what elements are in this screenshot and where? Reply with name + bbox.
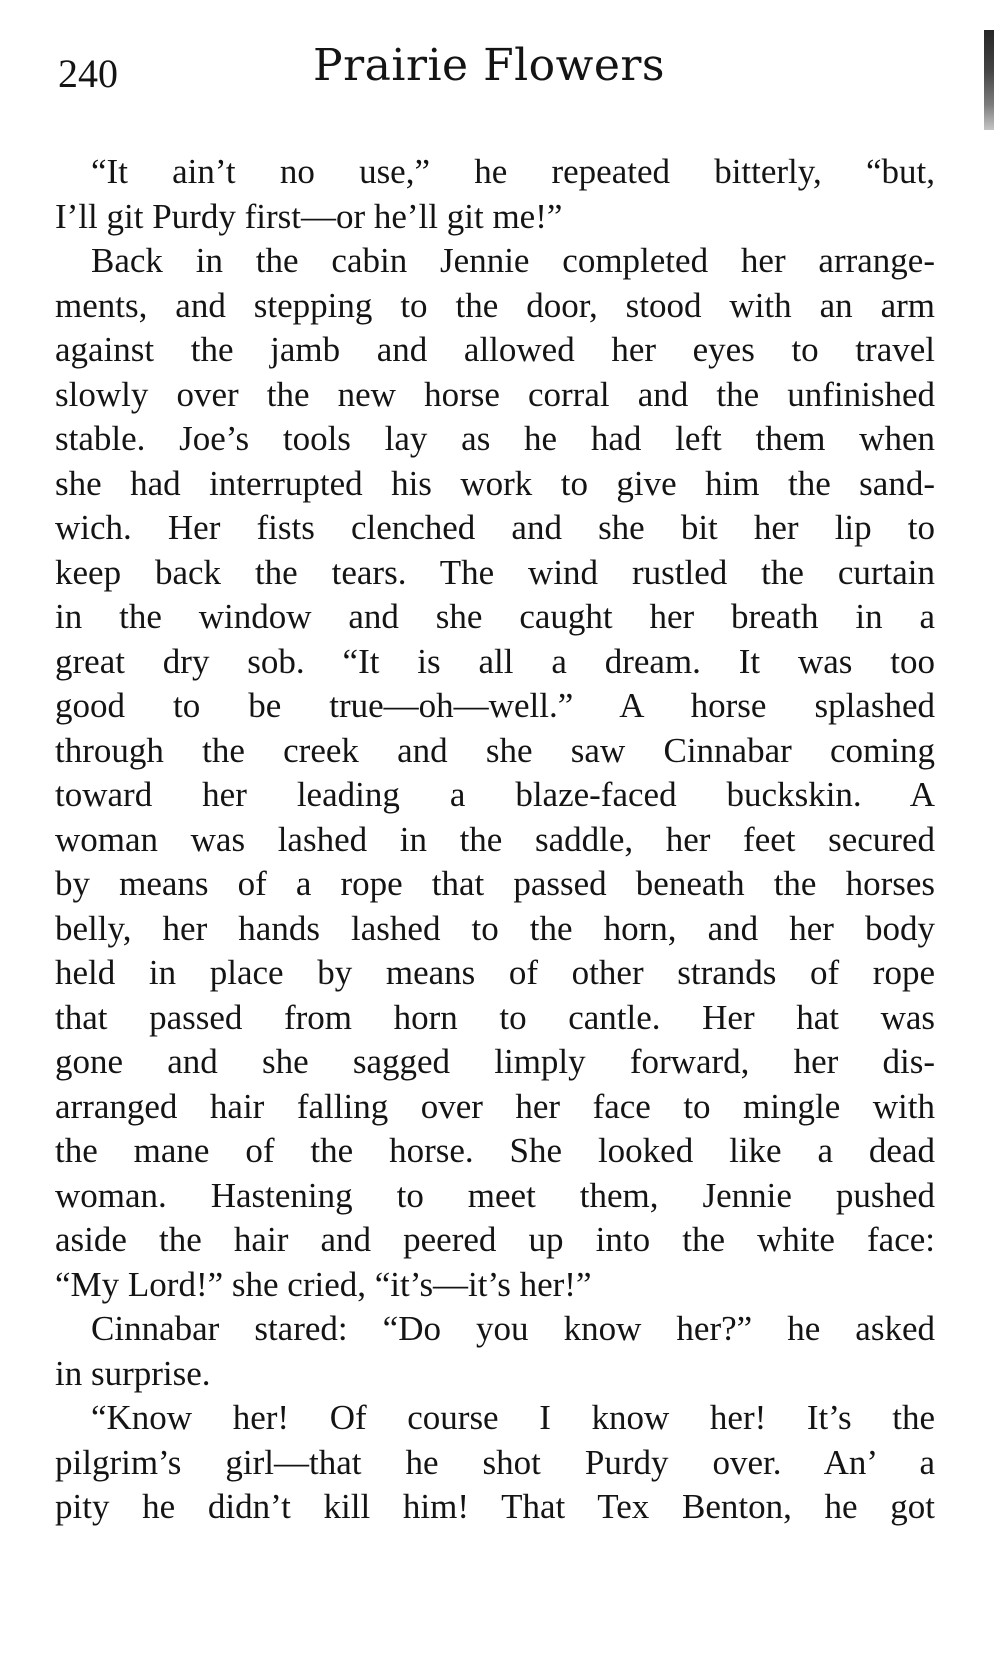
- text-line: “My Lord!” she cried, “it’s—it’s her!”: [55, 1264, 592, 1304]
- text-line: through the creek and she saw Cinnabar coming: [55, 730, 935, 770]
- text-line: stable. Joe’s tools lay as he had left them when: [55, 419, 935, 458]
- text-line: held in place by means of other strands of rope: [55, 953, 935, 992]
- text-line: in the window and she caught her breath in a: [55, 597, 935, 636]
- text-line: pilgrim’s girl—that he shot Purdy over. An’ a: [55, 1442, 935, 1482]
- paragraph: [55, 150, 935, 239]
- text-line: gone and she sagged limply forward, her dis-: [55, 1042, 935, 1081]
- text-line: woman was lashed in the saddle, her feet secured: [55, 819, 935, 859]
- text-line: good to be true—oh—well.” A horse splashed: [55, 686, 935, 725]
- scan-edge-mark: [984, 30, 994, 130]
- text-line: great dry sob. “It is all a dream. It was too: [55, 641, 935, 681]
- page-number: 240: [58, 51, 118, 96]
- text-line: that passed from horn to cantle. Her hat was: [55, 997, 935, 1037]
- paragraph: [55, 1307, 935, 1396]
- text-line: “It ain’t no use,” he repeated bitterly, “but,: [91, 152, 935, 191]
- text-line: toward her leading a blaze-faced buckskin. A: [55, 775, 935, 814]
- text-line: slowly over the new horse corral and the unfinished: [55, 374, 935, 414]
- text-line: by means of a rope that passed beneath the horses: [55, 864, 935, 903]
- page-header: [58, 40, 938, 110]
- text-line: ments, and stepping to the door, stood with an arm: [55, 285, 935, 325]
- text-line: woman. Hastening to meet them, Jennie pushed: [55, 1175, 935, 1215]
- text-line: Back in the cabin Jennie completed her arrange-: [91, 241, 935, 280]
- text-line: keep back the tears. The wind rustled the curtain: [55, 552, 935, 592]
- text-line: against the jamb and allowed her eyes to travel: [55, 330, 935, 369]
- text-line: aside the hair and peered up into the white face:: [55, 1220, 935, 1259]
- text-line: the mane of the horse. She looked like a dead: [55, 1131, 935, 1170]
- text-line: Cinnabar stared: “Do you know her?” he asked: [91, 1309, 935, 1348]
- text-line: arranged hair falling over her face to mingle with: [55, 1086, 935, 1126]
- text-line: belly, her hands lashed to the horn, and her body: [55, 908, 935, 948]
- text-line: “Know her! Of course I know her! It’s the: [91, 1398, 935, 1437]
- paragraph: [55, 239, 935, 1307]
- text-line: I’ll git Purdy first—or he’ll git me!”: [55, 196, 563, 236]
- paragraph: [55, 1396, 935, 1530]
- text-line: she had interrupted his work to give him the sand-: [55, 463, 935, 503]
- text-line: in surprise.: [55, 1353, 211, 1393]
- text-line: pity he didn’t kill him! That Tex Benton, he got: [55, 1487, 935, 1526]
- text-line: wich. Her fists clenched and she bit her lip to: [55, 508, 935, 547]
- running-head-title: Prairie Flowers: [313, 40, 665, 91]
- body-text: [55, 150, 935, 1530]
